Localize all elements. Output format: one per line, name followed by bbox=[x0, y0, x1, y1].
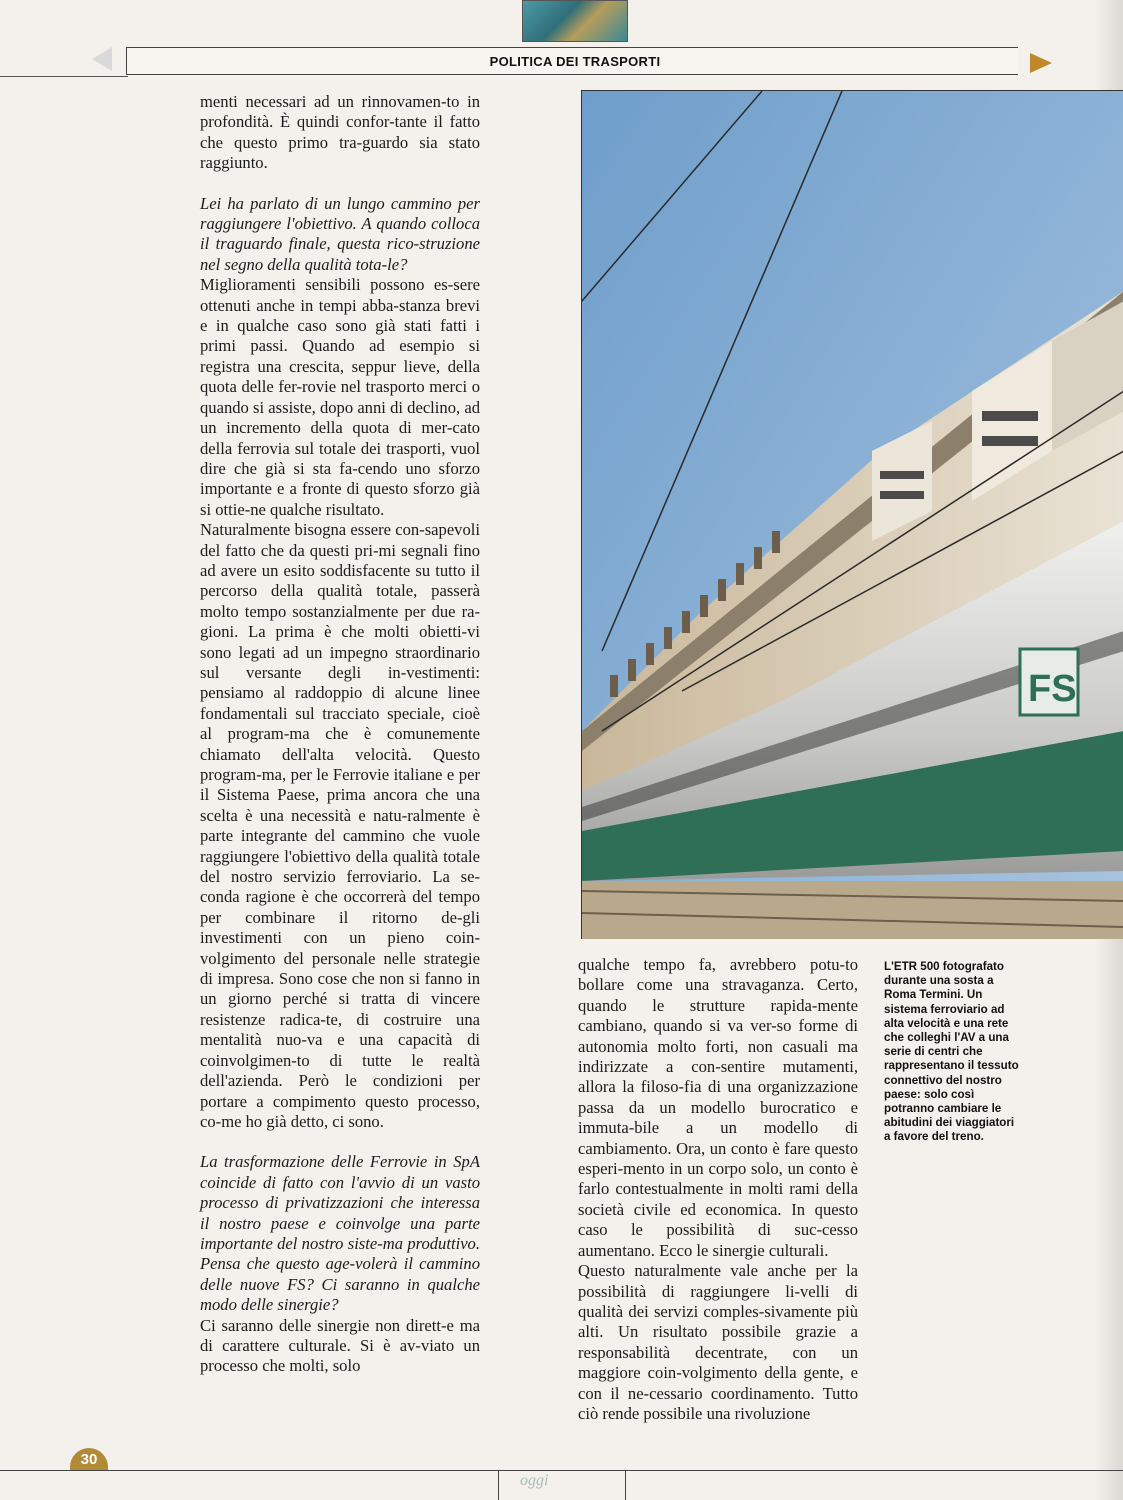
section-title: POLITICA DEI TRASPORTI bbox=[489, 54, 661, 69]
article-column-1 bbox=[200, 92, 480, 1377]
header-thumbnail bbox=[522, 0, 628, 42]
train-photo bbox=[581, 90, 1123, 939]
footer-box bbox=[498, 1470, 626, 1500]
paragraph: menti necessari ad un rinnovamen-to in profondità. È quindi confor-tante il fatto che questo primo tra-guardo sia stato raggiunto. bbox=[200, 92, 480, 173]
photo-caption: L'ETR 500 fotografato durante una sosta a Roma Termini. Un sistema ferroviario ad alta velocità e una rete che colleghi l'AV a una serie di centri che rappresentano il tessuto connettivo del nostro paese: solo così potranno cambiare le abitudini dei viaggiatori a favore del treno. bbox=[884, 960, 1019, 1144]
triangle-left-icon[interactable] bbox=[92, 47, 112, 71]
fs-logo-text: FS bbox=[1028, 668, 1077, 710]
paragraph: qualche tempo fa, avrebbero potu-to bollare come una stravaganza. Certo, quando le strutture rapida-mente cambiano, quando si va ver-so forme di autonomia molto forti, non casuali ma indirizzate a con-sentire mutamenti, allora la filoso-fia di una organizzazione passa da un modello burocratico e immuta-bile a un modello di cambiamento. Ora, un conto è fare questo esperi-mento in un corpo solo, un conto è farlo contestualmente in molti rami della società civile ed economica. In questo caso le possibilità di suc-cesso aumentano. Ecco le sinergie culturali. bbox=[578, 955, 858, 1260]
show-through-text bbox=[96, 280, 178, 610]
triangle-right-icon[interactable] bbox=[1030, 53, 1052, 73]
paragraph: Naturalmente bisogna essere con-sapevoli del fatto che da questi pri-mi segnali fino ad avere un esito soddisfacente su tutto il percorso della qualità totale, passerà molto tempo sostanzialmente per due ra-gioni. La prima è che molti obietti-vi sono legati ad un impegno straordinario sul versante degli in-vestimenti: pensiamo al raddoppio di alcune linee fondamentali sul tracciato speciale, cioè al program-ma che è comunemente chiamato dell'alta velocità. Questo program-ma, per le Ferrovie italiane e per il Sistema Paese, prima ancora che una scelta è una necessità e natu-ralmente è parte integrante del cammino che vuole raggiungere l'obiettivo della qualità totale del nostro servizio ferroviario. La se-conda ragione è che occorrerà del tempo per combinare il ritorno de-gli investimenti con un pieno coin-volgimento del personale nelle strategie di impresa. Sono cose che non si fanno in un giorno perché si tratta di vincere resistenze radica-te, di costruire una mentalità nuo-va e una capacità di coinvolgimen-to di tutte le realtà dell'azienda. Però le condizioni per portare a compimento questo processo, co-me ho già detto, ci sono. bbox=[200, 520, 480, 1131]
paragraph: Questo naturalmente vale anche per la possibilità di raggiungere li-velli di qualità dei servizi comples-sivamente più alti. Un risultato possibile grazie a responsabilità decentrate, con un maggiore coin-volgimento della gente, e con il ne-cessario coordinamento. Tutto ciò rende possibile una rivoluzione bbox=[578, 1261, 858, 1423]
header-left-rule bbox=[0, 76, 128, 77]
article-column-2 bbox=[578, 955, 858, 1424]
footer-logo: oggi bbox=[520, 1472, 549, 1489]
interview-question: Lei ha parlato di un lungo cammino per raggiungere l'obiettivo. A quando colloca il traguardo finale, questa rico-struzione nel segno della qualità tota-le? bbox=[200, 193, 480, 274]
paragraph: Ci saranno delle sinergie non dirett-e ma di carattere culturale. Si è av-viato un processo che molti, solo bbox=[200, 1315, 480, 1376]
interview-question: La trasformazione delle Ferrovie in SpA coincide di fatto con l'avvio di un vasto processo di privatizzazioni che interessa il nostro paese e coinvolge una parte importante del nostro siste-ma produttivo. Pensa che questo age-volerà il cammino delle nuove FS? Ci saranno in qualche modo delle sinergie? bbox=[200, 1152, 480, 1315]
page-number: 30 bbox=[70, 1448, 108, 1470]
paragraph: Miglioramenti sensibili possono es-sere ottenuti anche in tempi abba-stanza brevi e in qualche caso sono già stati fatti i primi passi. Quando ad esempio si registra una crescita, seppur lieve, della quota delle fer-rovie nel trasporto merci o quando si assiste, dopo anni di declino, ad un incremento della quota di mer-cato della ferrovia sul totale dei trasporti, vuol dire che già si sta fa-cendo uno sforzo importante e a fronte di questo sforzo già si ottie-ne qualche risultato. bbox=[200, 275, 480, 519]
